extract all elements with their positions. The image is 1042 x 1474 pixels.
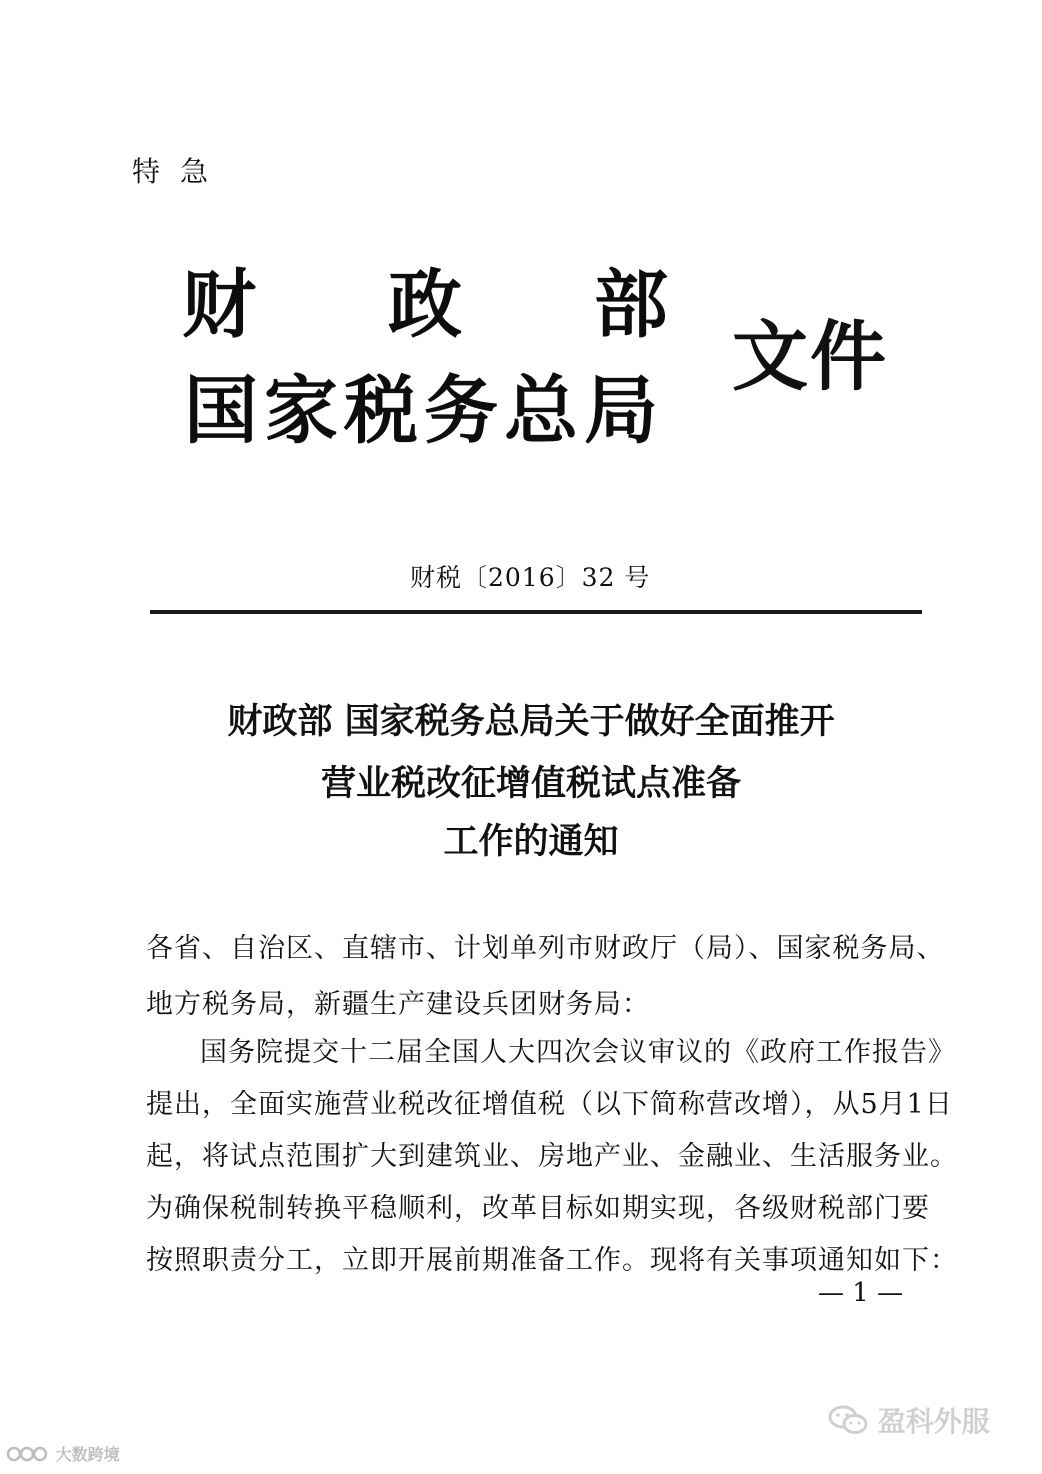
body-line-4: 为确保税制转换平稳顺利，改革目标如期实现，各级财税部门要 [146,1193,930,1224]
title-line-2: 营业税改征增值税试点准备 [320,764,741,804]
addressee-line-2: 地方税务局，新疆生产建设兵团财务局： [146,989,650,1020]
urgency-label: 特急 [132,155,229,188]
watermark-right [828,1400,990,1443]
watermark-right-text: 盈科外服 [877,1405,990,1438]
addressee-line-1: 各省、自治区、直辖市、计划单列市财政厅（局）、国家税务局、 [146,933,945,964]
document-type: 文件 [732,312,888,401]
body-line-5: 按照职责分工，立即开展前期准备工作。现将有关事项通知如下： [146,1245,958,1276]
issuer-ministry-of-finance: 财政部 [182,262,800,348]
logo-icon [6,1444,50,1468]
body-line-3: 起，将试点范围扩大到建筑业、房地产业、金融业、生活服务业。 [146,1141,958,1172]
title-line-1: 财政部 国家税务总局关于做好全面推开 [227,702,835,742]
title-line-3: 工作的通知 [443,822,619,862]
body-line-1: 国务院提交十二届全国人大四次会议审议的《政府工作报告》 [200,1037,956,1068]
document-number: 财税〔2016〕32 号 [410,563,651,592]
header-rule [150,610,922,614]
page-number: — 1 — [818,1278,904,1308]
body-line-2: 提出，全面实施营业税改征增值税（以下简称营改增），从5月1日 [146,1089,953,1120]
watermark-left-text: 大数跨境 [55,1445,120,1464]
wechat-icon [828,1404,868,1443]
watermark-left [6,1442,120,1468]
issuer-state-taxation: 国家税务总局 [184,368,664,454]
